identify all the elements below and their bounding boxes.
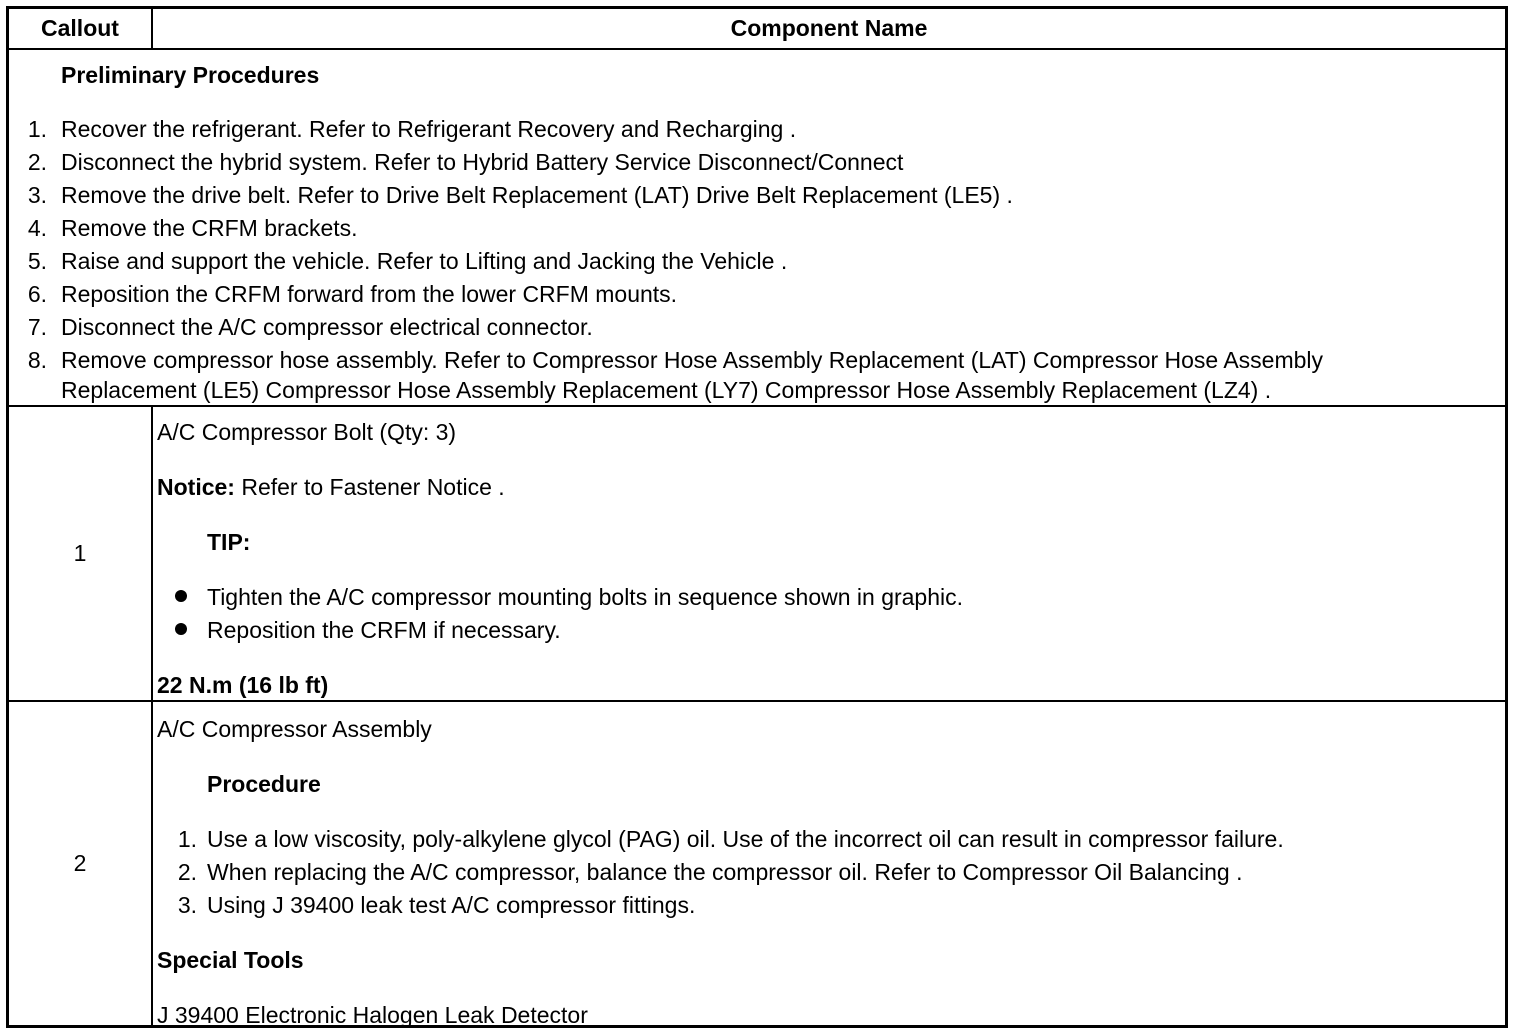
prelim-step-number: 2. <box>27 149 47 175</box>
special-tools-label: Special Tools <box>157 947 304 973</box>
component-table <box>6 6 1508 1028</box>
prelim-step-text: Raise and support the vehicle. Refer to Lifting and Jacking the Vehicle . <box>61 248 788 274</box>
prelim-step-text: Disconnect the A/C compressor electrical connector. <box>61 314 593 340</box>
preliminary-procedures-row <box>9 50 1505 407</box>
table-row <box>9 702 1505 1028</box>
prelim-step-text-continued: Replacement (LE5) Compressor Hose Assembly Replacement (LY7) Compressor Hose Assembly Replacement (LZ4) . <box>61 377 1272 403</box>
prelim-step-number: 1. <box>27 116 47 142</box>
header-component-name: Component Name <box>730 15 928 41</box>
header-callout: Callout <box>9 9 153 48</box>
special-tool-item: J 39400 Electronic Halogen Leak Detector <box>157 1002 588 1028</box>
prelim-step-number: 4. <box>27 215 47 241</box>
prelim-step-text: Disconnect the hybrid system. Refer to Hybrid Battery Service Disconnect/Connect <box>61 149 904 175</box>
procedure-step-text: When replacing the A/C compressor, balance the compressor oil. Refer to Compressor Oil Balancing . <box>207 859 1243 885</box>
prelim-step-number: 3. <box>27 182 47 208</box>
bullet-icon <box>175 590 187 602</box>
procedure-step-text: Using J 39400 leak test A/C compressor fittings. <box>207 892 696 918</box>
bullet-icon <box>175 623 187 635</box>
prelim-step-number: 5. <box>27 248 47 274</box>
prelim-step-text: Remove the drive belt. Refer to Drive Belt Replacement (LAT) Drive Belt Replacement (LE5) . <box>61 182 1013 208</box>
callout-number: 1 <box>9 407 153 700</box>
notice-line <box>157 476 505 499</box>
component-name: A/C Compressor Assembly <box>157 716 432 742</box>
procedure-step-number: 2. <box>177 859 197 885</box>
procedure-step-text: Use a low viscosity, poly-alkylene glycol (PAG) oil. Use of the incorrect oil can result in compressor failure. <box>207 826 1284 852</box>
component-name: A/C Compressor Bolt (Qty: 3) <box>157 419 457 445</box>
notice-text: Refer to Fastener Notice . <box>234 474 505 500</box>
procedure-step-number: 3. <box>177 892 197 918</box>
prelim-step-number: 8. <box>27 347 47 373</box>
prelim-step-text: Recover the refrigerant. Refer to Refrigerant Recovery and Recharging . <box>61 116 797 142</box>
prelim-step-text: Reposition the CRFM forward from the lower CRFM mounts. <box>61 281 678 307</box>
notice-label: Notice: <box>157 474 235 500</box>
procedure-step-number: 1. <box>177 826 197 852</box>
procedure-label: Procedure <box>207 771 321 797</box>
callout-number: 2 <box>9 702 153 1025</box>
prelim-step-number: 6. <box>27 281 47 307</box>
tip-label: TIP: <box>207 529 251 555</box>
table-row <box>9 407 1505 702</box>
tip-item: Reposition the CRFM if necessary. <box>207 617 561 643</box>
torque-spec: 22 N.m (16 lb ft) <box>157 672 329 698</box>
component-cell <box>153 702 1505 1028</box>
prelim-step-text: Remove the CRFM brackets. <box>61 215 358 241</box>
prelim-step-number: 7. <box>27 314 47 340</box>
prelim-step-text: Remove compressor hose assembly. Refer to Compressor Hose Assembly Replacement (LAT) Compressor Hose Assembly <box>61 347 1324 373</box>
table-header-row <box>9 9 1505 50</box>
component-cell <box>153 407 1505 700</box>
preliminary-title: Preliminary Procedures <box>61 62 320 88</box>
tip-item: Tighten the A/C compressor mounting bolts in sequence shown in graphic. <box>207 584 964 610</box>
